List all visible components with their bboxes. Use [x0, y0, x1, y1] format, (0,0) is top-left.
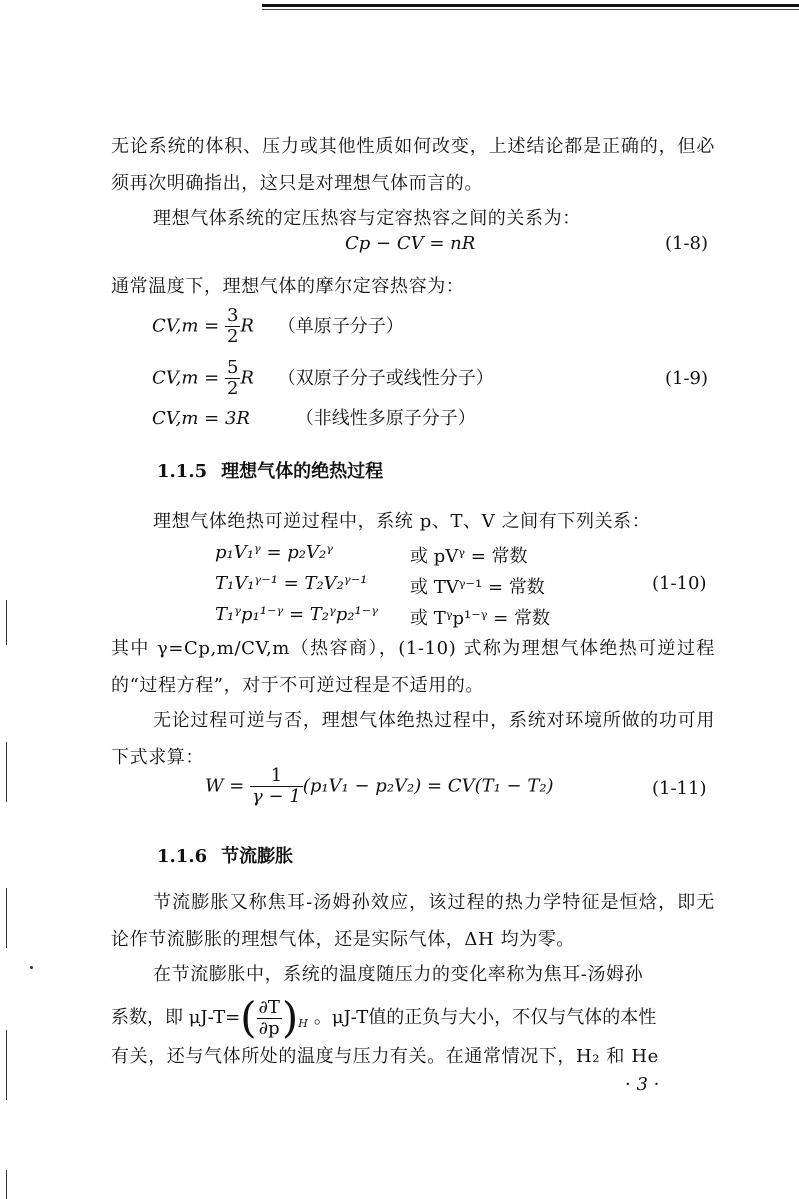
paragraph-conclusion: 无论系统的体积、压力或其他性质如何改变，上述结论都是正确的，但必须再次明确指出，这只是对理想气体而言的。 — [111, 136, 715, 194]
equation-note: （单原子分子） — [277, 315, 404, 337]
scan-edge-mark — [6, 1170, 7, 1199]
left-paren: ( — [240, 993, 257, 1042]
paragraph-joule-thomson-intro: 在节流膨胀中，系统的温度随压力的变化率称为焦耳-汤姆孙 — [153, 964, 644, 985]
equation-rhs: R — [240, 315, 254, 337]
equation-1-9-row — [152, 306, 404, 347]
scan-edge-mark — [6, 888, 7, 948]
right-paren: ) — [281, 993, 299, 1042]
equation-note: （双原子分子或线性分子） — [277, 367, 494, 389]
equation-label-1-10: (1-10) — [652, 573, 707, 594]
equation-lhs: CV,m = — [152, 408, 220, 429]
derivative-denominator: ∂p — [258, 1017, 280, 1039]
equation-lhs: W = — [205, 775, 245, 797]
equation-1-11 — [205, 766, 554, 807]
equation-1-10-left: T₁ᵞp₁¹⁻ᵞ = T₂ᵞp₂¹⁻ᵞ — [215, 604, 378, 625]
equation-1-10-right: 或 Tᵞp¹⁻ᵞ = 常数 — [410, 608, 551, 629]
paragraph-throttling-expansion: 节流膨胀又称焦耳-汤姆孙效应，该过程的热力学特征是恒焓，即无论作节流膨胀的理想气体，还是实际气体，ΔH 均为零。 — [111, 892, 715, 950]
paragraph-joule-thomson-dependence: 有关，还与气体所处的温度与压力有关。在通常情况下，H₂ 和 He — [111, 1046, 659, 1067]
section-heading-1-1-6 — [157, 842, 293, 868]
text-prefix: 系数，即 μJ-T= — [111, 1007, 241, 1028]
paragraph-molar-heat-capacity: 通常温度下，理想气体的摩尔定容热容为： — [111, 276, 465, 297]
fraction-numerator: 1 — [250, 766, 303, 787]
equation-rhs: R — [240, 367, 254, 389]
fraction — [225, 358, 240, 399]
fraction — [250, 766, 303, 807]
partial-derivative — [257, 998, 282, 1039]
scan-edge-mark — [6, 1030, 7, 1100]
equation-label-1-8: (1-8) — [665, 233, 709, 254]
equation-rhs: 3R — [224, 408, 250, 429]
fraction — [225, 306, 240, 347]
page-number: · 3 · — [625, 1074, 660, 1095]
fraction-denominator: γ − 1 — [252, 786, 301, 807]
paragraph-adiabatic-work: 无论过程可逆与否，理想气体绝热过程中，系统对环境所做的功可用下式求算： — [111, 710, 715, 768]
equation-1-10-left: p₁V₁ᵞ = p₂V₂ᵞ — [215, 542, 333, 563]
equation-1-8: Cp − CV = nR — [345, 233, 476, 254]
section-title: 节流膨胀 — [221, 846, 294, 867]
equation-1-10-right: 或 pVᵞ = 常数 — [410, 546, 528, 567]
scan-edge-mark — [6, 600, 7, 645]
equation-1-9-row — [152, 358, 494, 399]
fraction-numerator: 5 — [226, 357, 239, 378]
derivative-subscript: H — [298, 1017, 308, 1030]
section-number: 1.1.6 — [157, 846, 208, 867]
paragraph-process-equation: 其中 γ=Cp,m/CV,m（热容商），(1-10) 式称为理想气体绝热可逆过程的“过程方程”，对于不可逆过程是不适用的。 — [111, 638, 715, 696]
equation-lhs: CV,m = — [152, 315, 220, 337]
header-rule-thin — [262, 9, 799, 10]
equation-1-9-row — [152, 404, 476, 430]
equation-label-1-9: (1-9) — [665, 368, 709, 389]
equation-note: （非线性多原子分子） — [295, 408, 476, 429]
scan-edge-mark — [6, 742, 7, 802]
fraction-denominator: 2 — [226, 326, 239, 347]
text-suffix: 。μJ-T值的正负与大小，不仅与气体的本性 — [313, 1007, 657, 1028]
equation-1-10-right: 或 TVᵞ⁻¹ = 常数 — [410, 577, 545, 598]
joule-thomson-coefficient-line — [111, 993, 657, 1042]
equation-1-10-left: T₁V₁ᵞ⁻¹ = T₂V₂ᵞ⁻¹ — [215, 573, 368, 594]
section-heading-1-1-5 — [157, 457, 383, 483]
equation-rhs: (p₁V₁ − p₂V₂) = CV(T₁ − T₂) — [302, 775, 554, 797]
equation-label-1-11: (1-11) — [652, 778, 707, 799]
scan-speck — [30, 966, 33, 969]
paragraph-adiabatic-relations: 理想气体绝热可逆过程中，系统 p、T、V 之间有下列关系： — [153, 511, 651, 532]
derivative-numerator: ∂T — [258, 996, 280, 1018]
equation-lhs: CV,m = — [152, 367, 220, 389]
fraction-denominator: 2 — [226, 378, 239, 399]
fraction-numerator: 3 — [226, 305, 239, 326]
header-rule — [262, 4, 799, 7]
section-number: 1.1.5 — [157, 461, 208, 482]
section-title: 理想气体的绝热过程 — [221, 461, 384, 482]
paragraph-heat-capacity-relation: 理想气体系统的定压热容与定容热容之间的关系为： — [153, 208, 581, 229]
